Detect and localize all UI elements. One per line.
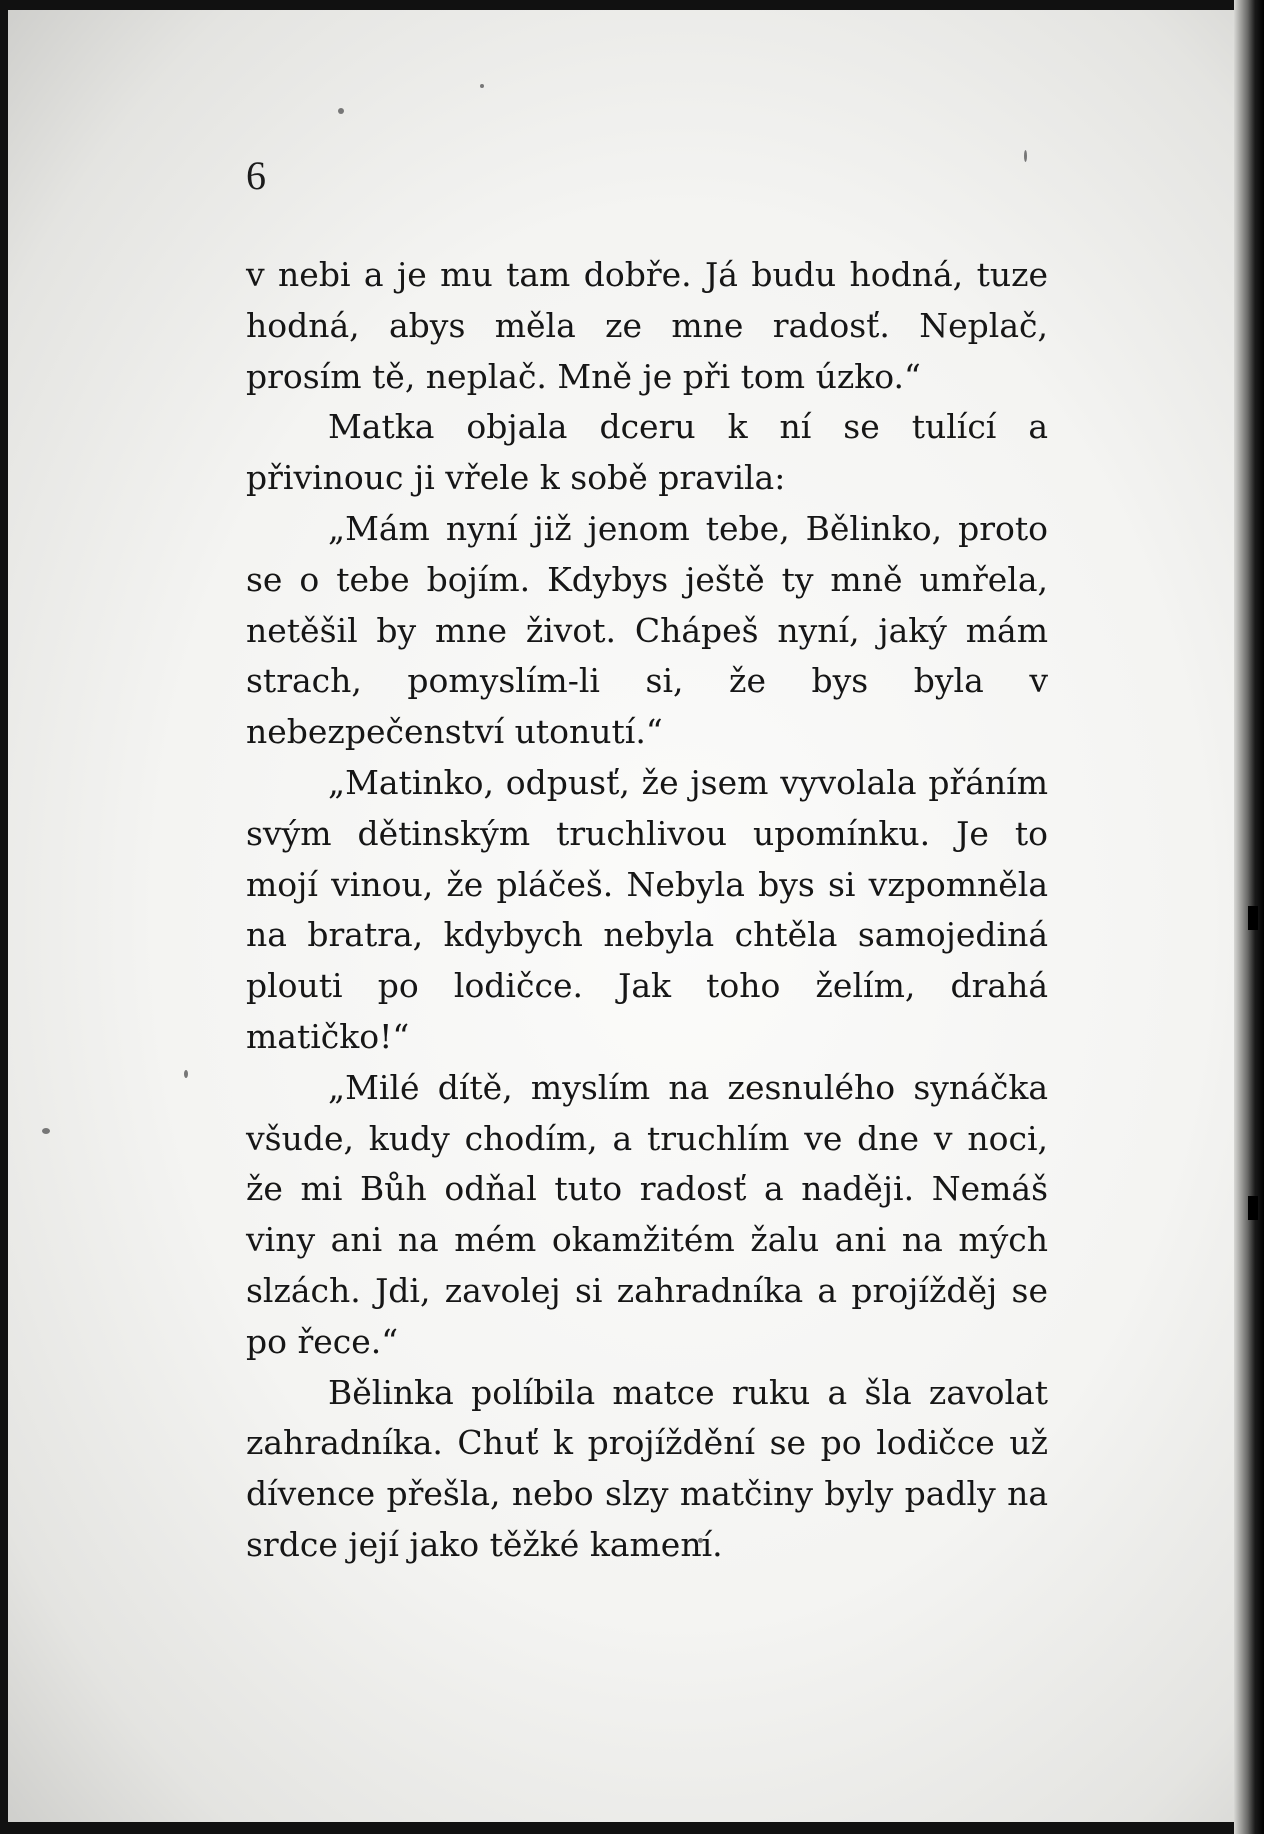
paper-speck: [42, 1128, 50, 1134]
paper-speck: [338, 108, 344, 114]
paragraph: Matka objala dceru k ní se tulící a přivinouc ji vřele k sobě pravila:: [246, 407, 1048, 498]
page-edge-shadow: [1234, 0, 1264, 1834]
paragraph: „Milé dítě, myslím na zesnulého synáčka všude, kudy chodím, a truchlím ve dne v noci, že mi Bůh odňal tuto radosť a naději. Nemáš viny ani na mém okamžitém žalu ani na mých slzách. Jdi, zavolej si zahradníka a projížděj se po řece.“: [246, 1067, 1048, 1361]
page-number: 6: [246, 153, 266, 198]
body-text: [246, 250, 1048, 1571]
paper-speck: [480, 84, 484, 88]
paragraph-continuation: v nebi a je mu tam dobře. Já budu hodná, tuze hodná, abys měla ze mne radosť. Neplač, prosím tě, neplač. Mně je při tom úzko.“: [246, 255, 1048, 396]
paper-speck: [1024, 150, 1027, 162]
edge-mark: [1248, 1196, 1258, 1220]
paper-speck: [184, 1070, 188, 1078]
paragraph: Bělinka políbila matce ruku a šla zavolat zahradníka. Chuť k projíždění se po lodičce už dívence přešla, nebo slzy matčiny byly padly na srdce její jako těžké kamení.: [246, 1372, 1048, 1564]
paragraph: „Mám nyní již jenom tebe, Bělinko, proto se o tebe bojím. Kdybys ještě ty mně umřela, netěšil by mne život. Chápeš nyní, jaký mám strach, pomyslím-li si, že bys byla v nebezpečenství utonutí.“: [246, 508, 1048, 752]
paragraph: „Matinko, odpusť, že jsem vyvolala přáním svým dětinským truchlivou upomínku. Je to mojí vinou, že pláčeš. Nebyla bys si vzpomněla na bratra, kdybych nebyla chtěla samojediná plouti po lodičce. Jak toho želím, drahá matičko!“: [246, 762, 1048, 1056]
edge-mark: [1248, 906, 1258, 930]
